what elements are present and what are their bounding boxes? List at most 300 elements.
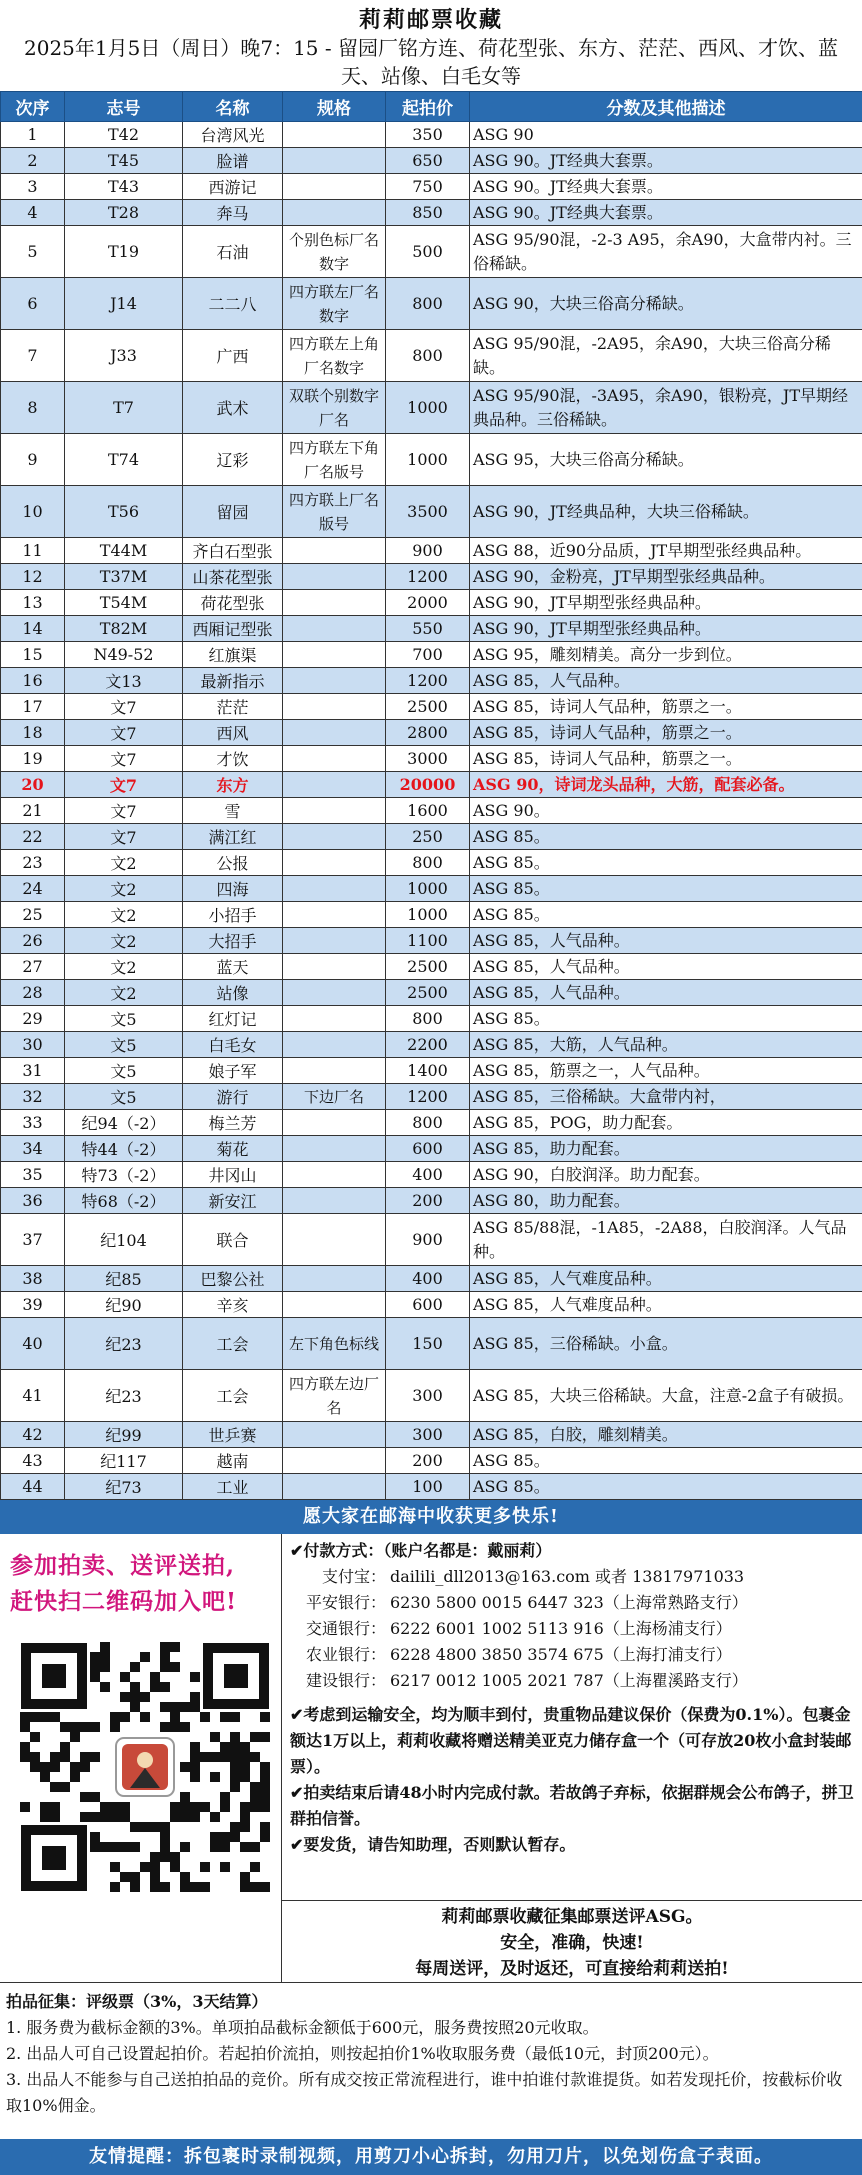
cell-code: 特44（-2） (65, 1136, 183, 1162)
cell-code: 文7 (65, 746, 183, 772)
grading-promo-line3: 每周送评，及时返还，可直接给莉莉送拍! (282, 1956, 862, 1982)
cell-price: 800 (386, 1110, 470, 1136)
wish-banner: 愿大家在邮海中收获更多快乐! (0, 1500, 862, 1534)
payment-account: 6222 6001 1002 5113 916（上海杨浦支行） (390, 1616, 732, 1642)
cell-spec (283, 174, 386, 200)
cell-name: 辽彩 (183, 434, 283, 486)
table-row (1, 1422, 862, 1448)
cell-no: 11 (1, 538, 65, 564)
payment-account: 6228 4800 3850 3574 675（上海打浦支行） (390, 1642, 732, 1668)
cell-code: 纪85 (65, 1266, 183, 1292)
cell-code: 纪90 (65, 1292, 183, 1318)
friendly-reminder: 友情提醒：拆包裹时录制视频，用剪刀小心拆封，勿用刀片，以免划伤盒子表面。 (0, 2139, 862, 2175)
cell-no: 23 (1, 850, 65, 876)
payment-methods (282, 1534, 862, 1694)
cell-desc: ASG 85，人气难度品种。 (470, 1292, 862, 1318)
cell-code: 纪94（-2） (65, 1110, 183, 1136)
table-row (1, 330, 862, 382)
cell-no: 13 (1, 590, 65, 616)
cell-no: 37 (1, 1214, 65, 1266)
qr-code-icon[interactable] (20, 1642, 270, 1892)
cell-desc: ASG 85，POG，助力配套。 (470, 1110, 862, 1136)
header-col-code: 志号 (65, 92, 183, 122)
cell-code: 文2 (65, 980, 183, 1006)
cell-code: 文2 (65, 850, 183, 876)
cell-spec (283, 720, 386, 746)
table-row (1, 694, 862, 720)
payment-row (290, 1564, 854, 1590)
cell-spec (283, 1266, 386, 1292)
table-row (1, 174, 862, 200)
table-row (1, 590, 862, 616)
cell-price: 1200 (386, 564, 470, 590)
cell-no: 39 (1, 1292, 65, 1318)
cell-desc: ASG 95，大块三俗高分稀缺。 (470, 434, 862, 486)
cell-desc: ASG 85，人气品种。 (470, 928, 862, 954)
cell-spec (283, 928, 386, 954)
cell-no: 8 (1, 382, 65, 434)
cell-name: 红灯记 (183, 1006, 283, 1032)
table-row (1, 850, 862, 876)
cell-price: 300 (386, 1422, 470, 1448)
cell-spec (283, 668, 386, 694)
cell-desc: ASG 90。JT经典大套票。 (470, 148, 862, 174)
grading-promo-line1: 莉莉邮票收藏征集邮票送评ASG。 (282, 1904, 862, 1930)
cell-desc: ASG 85。 (470, 902, 862, 928)
cell-no: 44 (1, 1474, 65, 1500)
cell-price: 3500 (386, 486, 470, 538)
cell-price: 250 (386, 824, 470, 850)
cell-no: 16 (1, 668, 65, 694)
cell-desc: ASG 95/90混，-2A95，余A90，大块三俗高分稀缺。 (470, 330, 862, 382)
cell-price: 1000 (386, 876, 470, 902)
cell-no: 40 (1, 1318, 65, 1370)
cell-name: 东方 (183, 772, 283, 798)
cell-spec: 四方联上厂名版号 (283, 486, 386, 538)
cell-name: 二二八 (183, 278, 283, 330)
cell-no: 14 (1, 616, 65, 642)
cell-code: T7 (65, 382, 183, 434)
table-row (1, 538, 862, 564)
cell-no: 25 (1, 902, 65, 928)
header-col-price: 起拍价 (386, 92, 470, 122)
cell-spec (283, 1006, 386, 1032)
cell-spec (283, 1214, 386, 1266)
cell-desc: ASG 85，人气难度品种。 (470, 1266, 862, 1292)
table-row (1, 980, 862, 1006)
cell-price: 1200 (386, 1084, 470, 1110)
table-row (1, 720, 862, 746)
cell-name: 广西 (183, 330, 283, 382)
cell-desc: ASG 85。 (470, 1448, 862, 1474)
cell-no: 42 (1, 1422, 65, 1448)
cell-spec: 四方联左下角厂名版号 (283, 434, 386, 486)
join-promo-line1: 参加拍卖、送评送拍, (10, 1548, 271, 1584)
cell-name: 站像 (183, 980, 283, 1006)
cell-spec (283, 746, 386, 772)
shipping-notes (282, 1694, 862, 1858)
cell-code: 纪99 (65, 1422, 183, 1448)
cell-spec (283, 980, 386, 1006)
cell-price: 200 (386, 1448, 470, 1474)
payment-label: 交通银行： (290, 1616, 390, 1642)
cell-name: 齐白石型张 (183, 538, 283, 564)
cell-price: 600 (386, 1136, 470, 1162)
cell-desc: ASG 85，诗词人气品种，筋票之一。 (470, 694, 862, 720)
cell-desc: ASG 90。JT经典大套票。 (470, 200, 862, 226)
cell-no: 41 (1, 1370, 65, 1422)
cell-code: T19 (65, 226, 183, 278)
cell-name: 工会 (183, 1370, 283, 1422)
cell-spec: 四方联左上角厂名数字 (283, 330, 386, 382)
cell-no: 5 (1, 226, 65, 278)
cell-no: 33 (1, 1110, 65, 1136)
cell-spec: 四方联左边厂名 (283, 1370, 386, 1422)
table-row (1, 1006, 862, 1032)
cell-desc: ASG 95/90混，-3A95，余A90，银粉亮，JT早期经典品种。三俗稀缺。 (470, 382, 862, 434)
cell-desc: ASG 85，三俗稀缺。大盒带内衬， (470, 1084, 862, 1110)
cell-no: 20 (1, 772, 65, 798)
cell-price: 500 (386, 226, 470, 278)
table-row (1, 1266, 862, 1292)
cell-no: 3 (1, 174, 65, 200)
cell-desc: ASG 90，诗词龙头品种，大筋，配套必备。 (470, 772, 862, 798)
table-row (1, 1214, 862, 1266)
cell-spec: 双联个别数字厂名 (283, 382, 386, 434)
cell-no: 26 (1, 928, 65, 954)
cell-price: 3000 (386, 746, 470, 772)
cell-desc: ASG 90 (470, 122, 862, 148)
cell-desc: ASG 85/88混，-1A85，-2A88，白胶润泽。人气品种。 (470, 1214, 862, 1266)
cell-price: 300 (386, 1370, 470, 1422)
cell-price: 800 (386, 330, 470, 382)
cell-spec: 左下角色标线 (283, 1318, 386, 1370)
cell-price: 400 (386, 1266, 470, 1292)
cell-code: T56 (65, 486, 183, 538)
table-row (1, 226, 862, 278)
cell-code: 纪23 (65, 1318, 183, 1370)
cell-code: 文5 (65, 1006, 183, 1032)
payment-panel (282, 1534, 862, 1982)
table-row (1, 434, 862, 486)
cell-code: 纪73 (65, 1474, 183, 1500)
cell-code: T37M (65, 564, 183, 590)
cell-desc: ASG 90，JT经典品种，大块三俗稀缺。 (470, 486, 862, 538)
cell-code: T28 (65, 200, 183, 226)
cell-desc: ASG 90，JT早期型张经典品种。 (470, 590, 862, 616)
payment-account: dailili_dll2013@163.com 或者 13817971033 (390, 1564, 744, 1590)
consignment-terms (0, 1982, 862, 2139)
cell-code: 特73（-2） (65, 1162, 183, 1188)
table-row (1, 798, 862, 824)
header-col-no: 次序 (1, 92, 65, 122)
cell-spec (283, 122, 386, 148)
cell-no: 19 (1, 746, 65, 772)
cell-code: T42 (65, 122, 183, 148)
cell-name: 娘子军 (183, 1058, 283, 1084)
cell-spec (283, 1422, 386, 1448)
cell-name: 新安江 (183, 1188, 283, 1214)
payment-account: 6230 5800 0015 6447 323（上海常熟路支行） (390, 1590, 748, 1616)
cell-no: 36 (1, 1188, 65, 1214)
cell-name: 世乒赛 (183, 1422, 283, 1448)
payment-account: 6217 0012 1005 2021 787（上海瞿溪路支行） (390, 1668, 748, 1694)
cell-price: 2500 (386, 980, 470, 1006)
cell-price: 2500 (386, 954, 470, 980)
cell-price: 900 (386, 1214, 470, 1266)
cell-code: 文13 (65, 668, 183, 694)
cell-code: 文2 (65, 954, 183, 980)
cell-no: 4 (1, 200, 65, 226)
cell-no: 29 (1, 1006, 65, 1032)
cell-desc: ASG 85，诗词人气品种，筋票之一。 (470, 746, 862, 772)
table-row (1, 1136, 862, 1162)
info-section (0, 1534, 862, 1982)
cell-name: 小招手 (183, 902, 283, 928)
table-body (1, 122, 862, 1500)
cell-name: 台湾风光 (183, 122, 283, 148)
cell-spec (283, 798, 386, 824)
cell-name: 武术 (183, 382, 283, 434)
cell-name: 梅兰芳 (183, 1110, 283, 1136)
cell-no: 2 (1, 148, 65, 174)
table-row (1, 1448, 862, 1474)
table-row (1, 902, 862, 928)
cell-code: T45 (65, 148, 183, 174)
cell-code: 纪104 (65, 1214, 183, 1266)
cell-price: 800 (386, 278, 470, 330)
cell-spec (283, 902, 386, 928)
cell-price: 2000 (386, 590, 470, 616)
cell-code: 文7 (65, 824, 183, 850)
cell-no: 22 (1, 824, 65, 850)
cell-spec (283, 538, 386, 564)
cell-desc: ASG 85，人气品种。 (470, 980, 862, 1006)
cell-name: 联合 (183, 1214, 283, 1266)
cell-price: 2500 (386, 694, 470, 720)
cell-desc: ASG 85。 (470, 1474, 862, 1500)
cell-spec (283, 1474, 386, 1500)
cell-name: 才饮 (183, 746, 283, 772)
cell-name: 越南 (183, 1448, 283, 1474)
cell-price: 150 (386, 1318, 470, 1370)
payment-label: 农业银行： (290, 1642, 390, 1668)
cell-code: 纪23 (65, 1370, 183, 1422)
table-row (1, 1058, 862, 1084)
cell-price: 600 (386, 1292, 470, 1318)
cell-name: 西游记 (183, 174, 283, 200)
cell-price: 2200 (386, 1032, 470, 1058)
payment-label: 支付宝： (290, 1564, 390, 1590)
cell-desc: ASG 90，白胶润泽。助力配套。 (470, 1162, 862, 1188)
table-row (1, 746, 862, 772)
cell-no: 12 (1, 564, 65, 590)
table-row (1, 1318, 862, 1370)
table-row (1, 824, 862, 850)
cell-desc: ASG 85。 (470, 850, 862, 876)
cell-desc: ASG 85。 (470, 1006, 862, 1032)
cell-no: 35 (1, 1162, 65, 1188)
cell-spec (283, 694, 386, 720)
cell-price: 1000 (386, 434, 470, 486)
table-row (1, 928, 862, 954)
cell-code: 文5 (65, 1084, 183, 1110)
cell-name: 工业 (183, 1474, 283, 1500)
cell-name: 大招手 (183, 928, 283, 954)
consignment-term-3: 3. 出品人不能参与自己送拍拍品的竞价。所有成交按正常流程进行，谁中拍谁付款谁提货。如若发现托价，按截标价收取10%佣金。 (6, 2067, 856, 2119)
table-row (1, 148, 862, 174)
table-row (1, 1370, 862, 1422)
cell-no: 31 (1, 1058, 65, 1084)
note-shipping: ✔考虑到运输安全，均为顺丰到付，贵重物品建议保价（保费为0.1%）。包裹金额达1万以上，莉莉收藏将赠送精美亚克力储存盒一个（可存放20枚小盒封装邮票）。 (290, 1702, 854, 1780)
payment-row (290, 1668, 854, 1694)
cell-no: 18 (1, 720, 65, 746)
qr-panel (0, 1534, 282, 1982)
cell-no: 24 (1, 876, 65, 902)
cell-price: 850 (386, 200, 470, 226)
consignment-term-2: 2. 出品人可自己设置起拍价。若起拍价流拍，则按起拍价1%收取服务费（最低10元，封顶200元）。 (6, 2041, 856, 2067)
cell-price: 1600 (386, 798, 470, 824)
cell-spec (283, 1032, 386, 1058)
cell-spec (283, 1448, 386, 1474)
cell-code: 文5 (65, 1032, 183, 1058)
cell-price: 750 (386, 174, 470, 200)
cell-code: J14 (65, 278, 183, 330)
cell-code: T74 (65, 434, 183, 486)
cell-no: 21 (1, 798, 65, 824)
cell-no: 32 (1, 1084, 65, 1110)
cell-desc: ASG 90。 (470, 798, 862, 824)
cell-name: 西厢记型张 (183, 616, 283, 642)
cell-desc: ASG 85，白胶，雕刻精美。 (470, 1422, 862, 1448)
cell-name: 红旗渠 (183, 642, 283, 668)
cell-price: 1000 (386, 382, 470, 434)
header-col-name: 名称 (183, 92, 283, 122)
cell-price: 550 (386, 616, 470, 642)
cell-spec (283, 824, 386, 850)
cell-desc: ASG 85，人气品种。 (470, 668, 862, 694)
payment-label: 建设银行： (290, 1668, 390, 1694)
cell-name: 石油 (183, 226, 283, 278)
cell-no: 34 (1, 1136, 65, 1162)
cell-name: 茫茫 (183, 694, 283, 720)
cell-no: 10 (1, 486, 65, 538)
cell-name: 辛亥 (183, 1292, 283, 1318)
cell-code: 文7 (65, 720, 183, 746)
consignment-title: 拍品征集：评级票（3%，3天结算） (6, 1989, 856, 2015)
cell-code: 文2 (65, 902, 183, 928)
cell-code: T43 (65, 174, 183, 200)
cell-name: 西风 (183, 720, 283, 746)
cell-code: 特68（-2） (65, 1188, 183, 1214)
cell-name: 井冈山 (183, 1162, 283, 1188)
cell-code: 文5 (65, 1058, 183, 1084)
note-delivery: ✔要发货，请告知助理，否则默认暂存。 (290, 1832, 854, 1858)
cell-no: 17 (1, 694, 65, 720)
cell-name: 菊花 (183, 1136, 283, 1162)
cell-spec (283, 1292, 386, 1318)
cell-code: 文7 (65, 772, 183, 798)
cell-no: 6 (1, 278, 65, 330)
table-row (1, 1474, 862, 1500)
table-row (1, 382, 862, 434)
cell-spec (283, 590, 386, 616)
cell-code: 文2 (65, 876, 183, 902)
cell-name: 留园 (183, 486, 283, 538)
cell-no: 7 (1, 330, 65, 382)
cell-code: 纪117 (65, 1448, 183, 1474)
cell-no: 27 (1, 954, 65, 980)
table-row (1, 122, 862, 148)
cell-name: 奔马 (183, 200, 283, 226)
cell-price: 1200 (386, 668, 470, 694)
note-payment-deadline: ✔拍卖结束后请48小时内完成付款。若故鸽子弃标，依据群规会公布鸽子，拼卫群拍信誉。 (290, 1780, 854, 1832)
auction-subtitle: 2025年1月5日（周日）晚7：15 - 留园厂铭方连、荷花型张、东方、茫茫、西风、才饮、蓝天、站像、白毛女等 (0, 34, 862, 90)
cell-desc: ASG 90，JT早期型张经典品种。 (470, 616, 862, 642)
cell-name: 四海 (183, 876, 283, 902)
cell-spec (283, 148, 386, 174)
cell-price: 400 (386, 1162, 470, 1188)
cell-no: 28 (1, 980, 65, 1006)
cell-name: 脸谱 (183, 148, 283, 174)
cell-name: 满江红 (183, 824, 283, 850)
cell-name: 蓝天 (183, 954, 283, 980)
cell-code: T82M (65, 616, 183, 642)
cell-price: 2800 (386, 720, 470, 746)
table-row (1, 1084, 862, 1110)
cell-spec (283, 616, 386, 642)
page-header (0, 0, 862, 91)
cell-name: 游行 (183, 1084, 283, 1110)
table-row (1, 642, 862, 668)
cell-code: N49-52 (65, 642, 183, 668)
grading-promo-line2: 安全，准确，快速! (282, 1930, 862, 1956)
cell-price: 1100 (386, 928, 470, 954)
cell-desc: ASG 95，雕刻精美。高分一步到位。 (470, 642, 862, 668)
payment-row (290, 1590, 854, 1616)
cell-desc: ASG 85，助力配套。 (470, 1136, 862, 1162)
cell-code: J33 (65, 330, 183, 382)
cell-name: 最新指示 (183, 668, 283, 694)
payment-label: 平安银行： (290, 1590, 390, 1616)
grading-promo (282, 1900, 862, 1982)
cell-spec: 下边厂名 (283, 1084, 386, 1110)
cell-spec (283, 850, 386, 876)
cell-code: T54M (65, 590, 183, 616)
lot-table (0, 91, 862, 1500)
cell-desc: ASG 88，近90分品质，JT早期型张经典品种。 (470, 538, 862, 564)
cell-price: 100 (386, 1474, 470, 1500)
cell-spec (283, 642, 386, 668)
cell-code: T44M (65, 538, 183, 564)
cell-desc: ASG 85。 (470, 876, 862, 902)
cell-spec (283, 1110, 386, 1136)
cell-price: 1400 (386, 1058, 470, 1084)
consignment-term-1: 1. 服务费为截标金额的3%。单项拍品截标金额低于600元，服务费按照20元收取。 (6, 2015, 856, 2041)
cell-name: 雪 (183, 798, 283, 824)
cell-desc: ASG 85，诗词人气品种，筋票之一。 (470, 720, 862, 746)
cell-no: 9 (1, 434, 65, 486)
table-row (1, 278, 862, 330)
cell-name: 白毛女 (183, 1032, 283, 1058)
cell-spec (283, 1136, 386, 1162)
cell-desc: ASG 90，大块三俗高分稀缺。 (470, 278, 862, 330)
table-row (1, 772, 862, 798)
table-row (1, 668, 862, 694)
cell-desc: ASG 90。JT经典大套票。 (470, 174, 862, 200)
cell-price: 900 (386, 538, 470, 564)
shop-name: 莉莉邮票收藏 (0, 6, 862, 34)
